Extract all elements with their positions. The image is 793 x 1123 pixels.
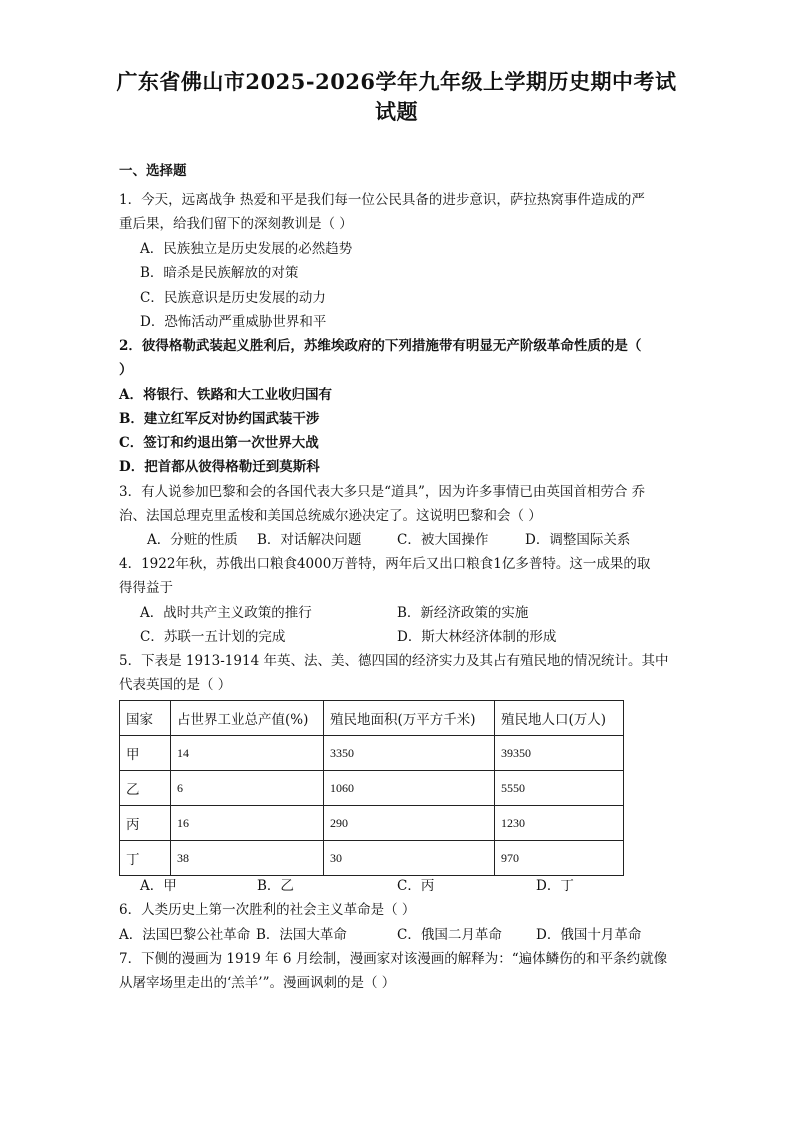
question-1-option-c: C．民族意识是历史发展的动力: [140, 290, 326, 306]
question-2-option-b: B．建立红军反对协约国武装干涉: [119, 411, 320, 427]
table-header-row: [120, 701, 624, 736]
question-5-option-d: D．丁: [536, 878, 574, 894]
question-2-option-c: C．签订和约退出第一次世界大战: [119, 435, 319, 451]
question-1-option-a: A．民族独立是历史发展的必然趋势: [140, 241, 353, 257]
question-4-option-c: C．苏联一五计划的完成: [140, 629, 286, 645]
question-5-stem-continued: 代表英国的是（ ）: [119, 677, 232, 693]
question-1-option-b: B．暗杀是民族解放的对策: [140, 265, 299, 281]
table-row: [120, 771, 624, 806]
table-row: [120, 736, 624, 771]
table-cell: 甲: [120, 736, 171, 771]
table-cell: 丁: [120, 841, 171, 876]
page-title: 广东省佛山市2025-2026学年九年级上学期历史期中考试: [116, 69, 677, 94]
question-7-stem-continued: 从屠宰场里走出的‘羔羊’”。漫画讽刺的是（ ）: [119, 975, 396, 991]
question-4-option-d: D．斯大林经济体制的形成: [397, 629, 557, 645]
table-cell: 5550: [495, 771, 624, 806]
question-6-option-d: D．俄国十月革命: [536, 927, 642, 943]
question-1-option-d: D．恐怖活动严重威胁世界和平: [140, 314, 327, 330]
question-1-stem: 1．今天，远离战争 热爱和平是我们每一位公民具备的进步意识，萨拉热窝事件造成的严: [119, 192, 645, 208]
question-4-option-a: A．战时共产主义政策的推行: [140, 605, 312, 621]
question-1-stem-continued: 重后果，给我们留下的深刻教训是（ ）: [119, 216, 353, 232]
question-5-option-b: B．乙: [257, 878, 294, 894]
question-3-option-a: A．分赃的性质: [147, 532, 238, 548]
table-cell: 1060: [324, 771, 495, 806]
question-3-option-b: B．对话解决问题: [257, 532, 362, 548]
question-7-stem: 7．下侧的漫画为 1919 年 6 月绘制，漫画家对该漫画的解释为：“遍体鳞伤的和平条约就像: [119, 951, 668, 967]
table-row: [120, 806, 624, 841]
table-cell: 16: [171, 806, 324, 841]
table-cell: 6: [171, 771, 324, 806]
question-3-stem: 3．有人说参加巴黎和会的各国代表大多只是“道具”，因为许多事情已由英国首相劳合 乔: [119, 484, 646, 500]
question-3-option-d: D．调整国际关系: [525, 532, 631, 548]
table-header-cell: 国家: [120, 701, 171, 736]
page-title-continued: 试题: [375, 99, 418, 124]
table-row: [120, 841, 624, 876]
question-4-option-b: B．新经济政策的实施: [397, 605, 529, 621]
table-cell: 30: [324, 841, 495, 876]
table-cell: 290: [324, 806, 495, 841]
table-cell: 3350: [324, 736, 495, 771]
question-3-option-c: C．被大国操作: [397, 532, 489, 548]
question-6-option-a: A．法国巴黎公社革命: [119, 927, 251, 943]
question-3-stem-continued: 治、法国总理克里孟梭和美国总统威尔逊决定了。这说明巴黎和会（ ）: [119, 508, 542, 524]
question-5-option-a: A．甲: [140, 878, 177, 894]
question-2-option-a: A．将银行、铁路和大工业收归国有: [119, 387, 332, 403]
question-4-stem-continued: 得得益于: [119, 580, 173, 596]
question-2-stem-continued: ）: [119, 362, 133, 378]
table-header-cell: 殖民地人口(万人): [495, 701, 624, 736]
question-2-stem: 2．彼得格勒武装起义胜利后，苏维埃政府的下列措施带有明显无产阶级革命性质的是（: [119, 338, 642, 354]
table-header-cell: 殖民地面积(万平方千米): [324, 701, 495, 736]
table-header-cell: 占世界工业总产值(%): [171, 701, 324, 736]
table-cell: 970: [495, 841, 624, 876]
question-4-stem: 4．1922年秋，苏俄出口粮食4000万普特，两年后又出口粮食1亿多普特。这一成果的取: [119, 556, 651, 572]
question-6-option-b: B．法国大革命: [256, 927, 347, 943]
table-cell: 乙: [120, 771, 171, 806]
question-2-option-d: D．把首都从彼得格勒迁到莫斯科: [119, 459, 320, 475]
question-5-stem: 5．下表是 1913-1914 年英、法、美、德四国的经济实力及其占有殖民地的情况统计。其中: [119, 653, 669, 669]
table-cell: 38: [171, 841, 324, 876]
question-6-option-c: C．俄国二月革命: [397, 927, 502, 943]
table-cell: 丙: [120, 806, 171, 841]
table-cell: 14: [171, 736, 324, 771]
statistics-table: [119, 700, 624, 876]
question-6-stem: 6．人类历史上第一次胜利的社会主义革命是（ ）: [119, 902, 416, 918]
table-cell: 1230: [495, 806, 624, 841]
table-cell: 39350: [495, 736, 624, 771]
section-heading: 一、选择题: [119, 163, 187, 179]
question-5-option-c: C．丙: [397, 878, 435, 894]
